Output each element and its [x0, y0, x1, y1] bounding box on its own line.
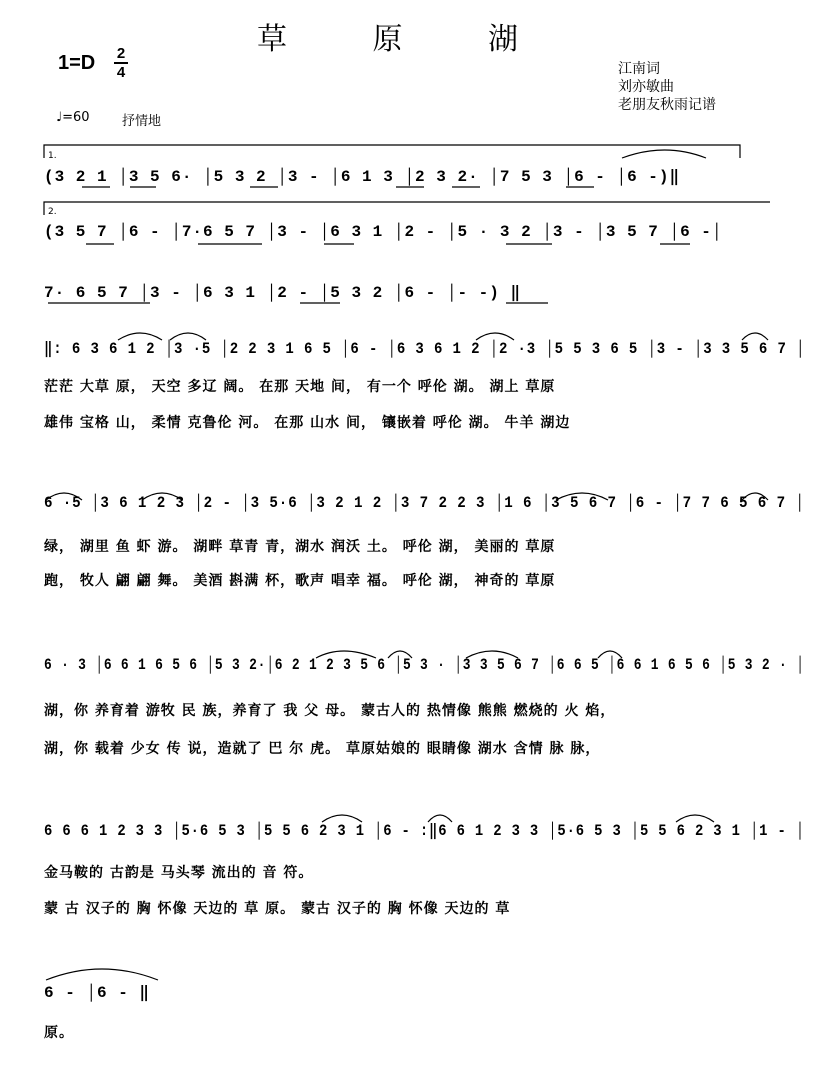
score-row-3: 7· 6 5 7 │3 - │6 3 1 │2 - │5 3 2 │6 - │- -) ‖: [44, 284, 522, 302]
score-row-4: ‖: 6 3 6 1 2 │3 ·5 │2 2 3 1 6 5 │6 - │6 3 6 1 2 │2 ·3 │5 5 3 6 5 │3 - │3 3 5 6 7 │: [44, 340, 806, 358]
time-top: 2: [116, 45, 126, 62]
volta-2-label: 2.: [48, 207, 57, 217]
score-row-8: 6 - │6 - ‖: [44, 984, 151, 1002]
lyricist-credit: 江南词: [618, 61, 660, 77]
expression-marking: 抒情地: [122, 114, 162, 129]
score-row-7: 6 6 6 1 2 3 3 │5·6 5 3 │5 5 6 2 3 1 │6 - :‖6 6 1 2 3 3 │5·6 5 3 │5 5 6 2 3 1 │1 - │: [44, 822, 805, 840]
score-row-6: 6 · 3 │6 6 1 6 5 6 │5 3 2·│6 2 1 2 3 5 6 │5 3 · │3 3 5 6 7 │6 6 5 │6 6 1 6 5 6 │5 3 2 · │: [44, 656, 805, 674]
lyric-verse1-line2: 绿， 湖里 鱼 虾 游。 湖畔 草青 青，湖水 润沃 土。 呼伦 湖， 美丽的 草原: [44, 539, 556, 555]
lyric-verse2-line1: 雄伟 宝格 山， 柔情 克鲁伦 河。 在那 山水 间， 镶嵌着 呼伦 湖。 牛羊 湖边: [44, 415, 571, 431]
score-row-2: (3 5 7 │6 - │7·6 5 7 │3 - │6 3 1 │2 - │5 · 3 2 │3 - │3 5 7 │6 -│: [44, 223, 723, 241]
lyric-verse2-line3: 湖，你 载着 少女 传 说，造就了 巴 尔 虎。 草原姑娘的 眼睛像 湖水 含情 脉 脉，: [44, 741, 601, 757]
score-row-5: 6 ·5 │3 6 1 2 3 │2 - │3 5·6 │3 2 1 2 │3 7 2 2 3 │1 6 │3 5 6 7 │6 - │7 7 6 5 6 7 │: [44, 494, 805, 512]
composer-credit: 刘亦敏曲: [618, 79, 674, 95]
lyric-verse1-line4: 金马鞍的 古韵是 马头琴 流出的 音 符。: [44, 865, 314, 881]
lyric-verse1-line3: 湖，你 养育着 游牧 民 族，养育了 我 父 母。 蒙古人的 热情像 熊熊 燃烧的 火 焰，: [44, 703, 616, 719]
time-bottom: 4: [116, 64, 126, 81]
score-row-1: (3 2 1 │3 5 6· │5 3 2 │3 - │6 1 3 │2 3 2· │7 5 3 │6 - │6 -)‖: [44, 168, 681, 186]
transcriber-credit: 老朋友秋雨记谱: [618, 97, 716, 113]
tempo-marking: ♩=60: [56, 110, 90, 125]
lyric-final: 原。: [44, 1025, 74, 1041]
lyric-verse1-line1: 茫茫 大草 原， 天空 多辽 阔。 在那 天地 间， 有一个 呼伦 湖。 湖上 草原: [44, 379, 556, 395]
key-signature: 1=D: [58, 52, 96, 74]
tie-slurs: [46, 150, 768, 980]
page-title: 草 原 湖: [256, 22, 557, 57]
lyric-verse2-line2: 跑， 牧人 翩 翩 舞。 美酒 斟满 杯，歌声 唱幸 福。 呼伦 湖， 神奇的 草原: [44, 573, 556, 589]
volta-1-label: 1.: [48, 151, 57, 161]
lyric-verse2-line4: 蒙 古 汉子的 胸 怀像 天边的 草 原。 蒙古 汉子的 胸 怀像 天边的 草: [44, 901, 511, 917]
